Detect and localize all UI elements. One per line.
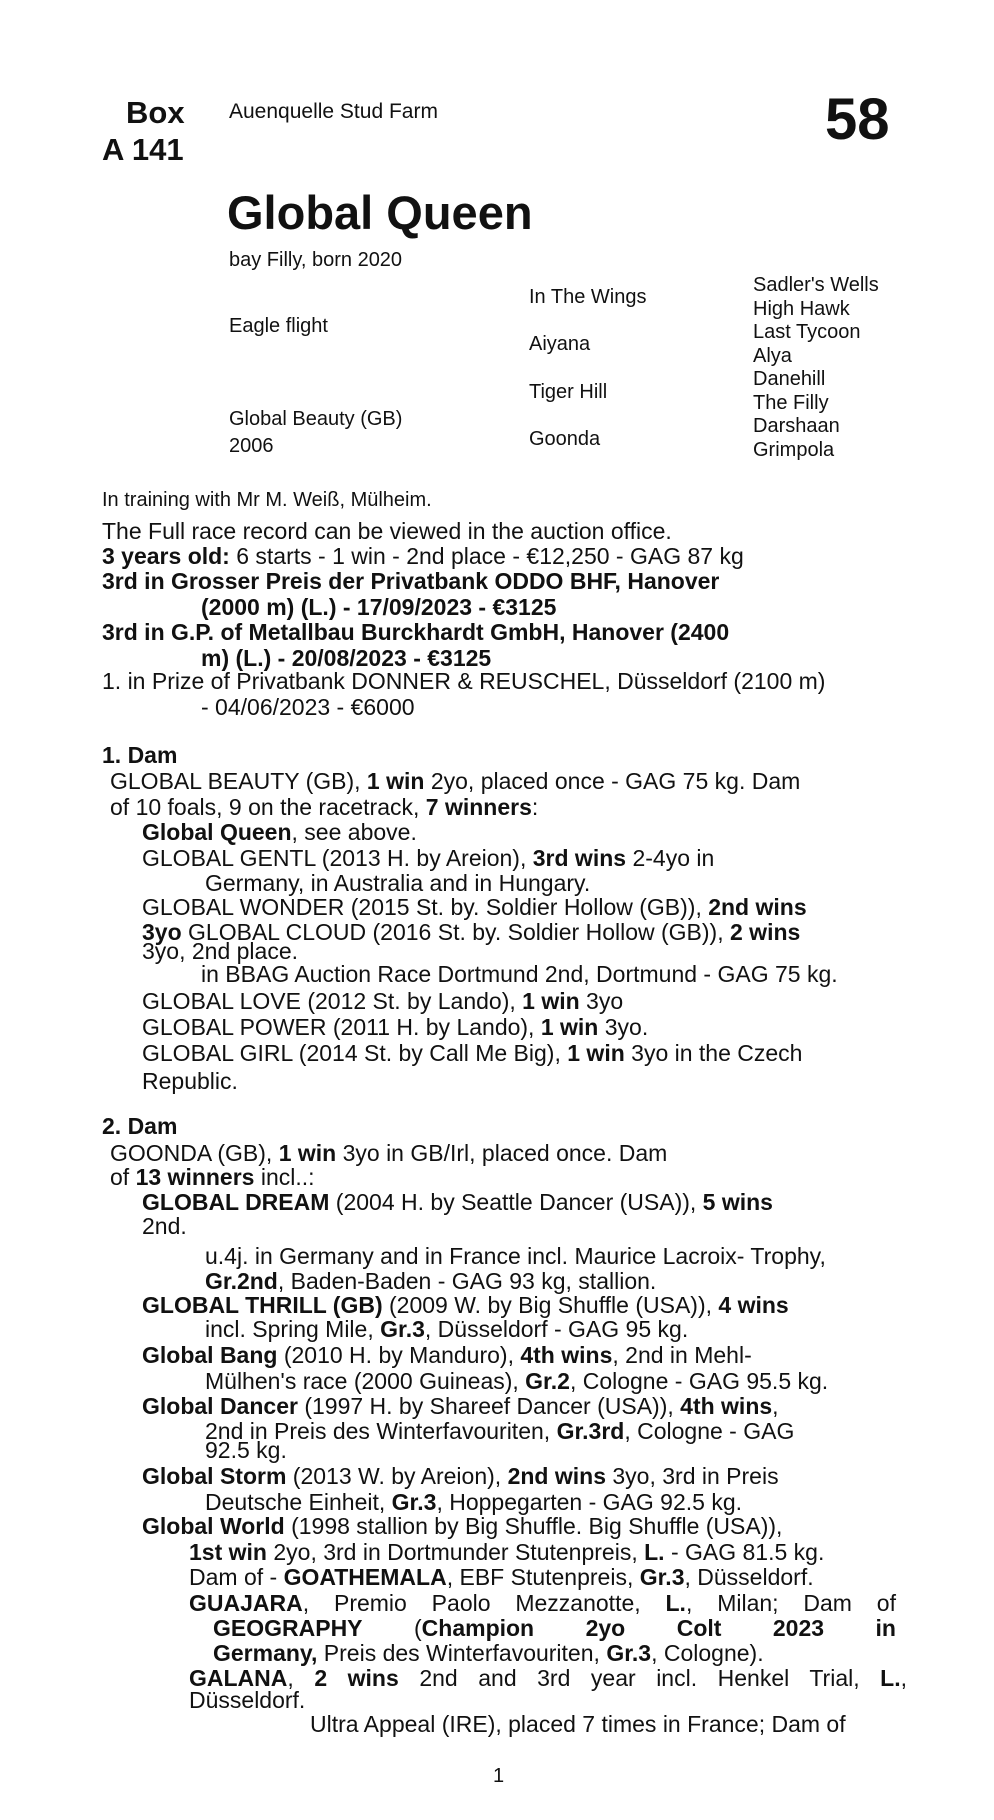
dam1-produce: 3yo, 2nd place. bbox=[142, 938, 299, 964]
dam1-produce: GLOBAL WONDER (2015 St. by. Soldier Hollow (GB)), 2nd wins bbox=[142, 894, 807, 920]
race-record-note: The Full race record can be viewed in the auction office. bbox=[102, 518, 672, 544]
race-result: m) (L.) - 20/08/2023 - €3125 bbox=[201, 645, 492, 671]
race-result: (2000 m) (L.) - 17/09/2023 - €3125 bbox=[201, 594, 557, 620]
dam2-produce: u.4j. in Germany and in France incl. Maurice Lacroix- Trophy, bbox=[205, 1243, 826, 1269]
dam2-produce: GUAJARA, Premio Paolo Mezzanotte, L., Milan; Dam of bbox=[189, 1590, 896, 1616]
pedigree-great-grandparent: Last Tycoon bbox=[753, 321, 861, 343]
dam2-produce: 1st win 2yo, 3rd in Dortmunder Stutenpreis, L. - GAG 81.5 kg. bbox=[189, 1539, 825, 1565]
pedigree-dam-year: 2006 bbox=[229, 435, 274, 457]
dam1-produce: GLOBAL POWER (2011 H. by Lando), 1 win 3yo. bbox=[142, 1014, 649, 1040]
race-result: - 04/06/2023 - €6000 bbox=[201, 694, 415, 720]
dam2-produce: Dam of - GOATHEMALA, EBF Stutenpreis, Gr.3, Düsseldorf. bbox=[189, 1564, 814, 1590]
dam2-intro: GOONDA (GB), 1 win 3yo in GB/Irl, placed once. Dam bbox=[110, 1140, 668, 1166]
dam2-intro: of 13 winners incl..: bbox=[110, 1164, 315, 1190]
dam2-produce: GEOGRAPHY (Champion 2yo Colt 2023 in bbox=[213, 1615, 896, 1641]
dam2-produce: Mülhen's race (2000 Guineas), Gr.2, Cologne - GAG 95.5 kg. bbox=[205, 1368, 829, 1394]
horse-description: bay Filly, born 2020 bbox=[229, 249, 403, 271]
pedigree-great-grandparent: Darshaan bbox=[753, 415, 840, 437]
pedigree-great-grandparent: Sadler's Wells bbox=[753, 274, 879, 296]
dam1-intro: of 10 foals, 9 on the racetrack, 7 winners: bbox=[110, 794, 539, 820]
pedigree-grandparent: Aiyana bbox=[529, 333, 591, 355]
pedigree-grandparent: Goonda bbox=[529, 428, 601, 450]
pedigree-great-grandparent: Danehill bbox=[753, 368, 826, 390]
dam2-produce: 2nd. bbox=[142, 1213, 187, 1239]
box-label: Box bbox=[126, 95, 185, 130]
race-result: 3rd in Grosser Preis der Privatbank ODDO BHF, Hanover bbox=[102, 568, 720, 594]
dam2-produce: Deutsche Einheit, Gr.3, Hoppegarten - GAG 92.5 kg. bbox=[205, 1489, 742, 1515]
training-info: In training with Mr M. Weiß, Mülheim. bbox=[102, 489, 432, 511]
seller-name: Auenquelle Stud Farm bbox=[229, 100, 438, 123]
dam2-produce: GLOBAL THRILL (GB) (2009 W. by Big Shuffle (USA)), 4 wins bbox=[142, 1292, 789, 1318]
pedigree-great-grandparent: The Filly bbox=[753, 392, 829, 414]
race-result: 3rd in G.P. of Metallbau Burckhardt GmbH, Hanover (2400 bbox=[102, 619, 730, 645]
dam2-produce: Düsseldorf. bbox=[189, 1687, 306, 1713]
page-number: 1 bbox=[493, 1765, 505, 1787]
pedigree-grandparent: In The Wings bbox=[529, 286, 647, 308]
dam1-produce: 3yo GLOBAL CLOUD (2016 St. by. Soldier Hollow (GB)), 2 wins bbox=[142, 919, 801, 945]
dam1-produce: GLOBAL LOVE (2012 St. by Lando), 1 win 3yo bbox=[142, 988, 624, 1014]
dam1-produce: Global Queen, see above. bbox=[142, 819, 417, 845]
pedigree-dam: Global Beauty (GB) bbox=[229, 408, 403, 430]
pedigree-great-grandparent: Alya bbox=[753, 345, 792, 367]
dam1-produce: in BBAG Auction Race Dortmund 2nd, Dortmund - GAG 75 kg. bbox=[201, 961, 838, 987]
dam2-produce: GALANA, 2 wins 2nd and 3rd year incl. Henkel Trial, L., bbox=[189, 1665, 907, 1691]
dam2-produce: 92.5 kg. bbox=[205, 1437, 287, 1463]
box-code: A 141 bbox=[102, 132, 184, 167]
lot-number: 58 bbox=[825, 87, 890, 152]
dam1-heading: 1. Dam bbox=[102, 742, 178, 768]
dam2-produce: 2nd in Preis des Winterfavouriten, Gr.3rd, Cologne - GAG bbox=[205, 1418, 795, 1444]
pedigree-sire: Eagle flight bbox=[229, 315, 328, 337]
dam2-produce: Gr.2nd, Baden-Baden - GAG 93 kg, stallion. bbox=[205, 1268, 657, 1294]
dam2-produce: Ultra Appeal (IRE), placed 7 times in France; Dam of bbox=[310, 1711, 846, 1737]
dam1-produce: Republic. bbox=[142, 1068, 238, 1094]
dam2-produce: GLOBAL DREAM (2004 H. by Seattle Dancer (USA)), 5 wins bbox=[142, 1189, 773, 1215]
dam1-intro: GLOBAL BEAUTY (GB), 1 win 2yo, placed once - GAG 75 kg. Dam bbox=[110, 768, 801, 794]
dam2-produce: Germany, Preis des Winterfavouriten, Gr.3, Cologne). bbox=[213, 1640, 764, 1666]
dam2-produce: Global Storm (2013 W. by Areion), 2nd wins 3yo, 3rd in Preis bbox=[142, 1463, 779, 1489]
race-record-summary: 3 years old: 6 starts - 1 win - 2nd place - €12,250 - GAG 87 kg bbox=[102, 543, 744, 569]
dam1-produce: GLOBAL GENTL (2013 H. by Areion), 3rd wins 2-4yo in bbox=[142, 845, 715, 871]
dam2-produce: incl. Spring Mile, Gr.3, Düsseldorf - GAG 95 kg. bbox=[205, 1316, 689, 1342]
pedigree-great-grandparent: High Hawk bbox=[753, 298, 850, 320]
pedigree-grandparent: Tiger Hill bbox=[529, 381, 608, 403]
dam2-produce: Global Dancer (1997 H. by Shareef Dancer (USA)), 4th wins, bbox=[142, 1393, 779, 1419]
dam2-heading: 2. Dam bbox=[102, 1113, 178, 1139]
pedigree-great-grandparent: Grimpola bbox=[753, 439, 835, 461]
race-result: 1. in Prize of Privatbank DONNER & REUSCHEL, Düsseldorf (2100 m) bbox=[102, 668, 826, 694]
dam2-produce: Global World (1998 stallion by Big Shuffle. Big Shuffle (USA)), bbox=[142, 1513, 783, 1539]
horse-name: Global Queen bbox=[227, 186, 533, 239]
dam1-produce: GLOBAL GIRL (2014 St. by Call Me Big), 1 win 3yo in the Czech bbox=[142, 1040, 803, 1066]
dam1-produce: Germany, in Australia and in Hungary. bbox=[205, 870, 591, 896]
dam2-produce: Global Bang (2010 H. by Manduro), 4th wins, 2nd in Mehl- bbox=[142, 1342, 752, 1368]
